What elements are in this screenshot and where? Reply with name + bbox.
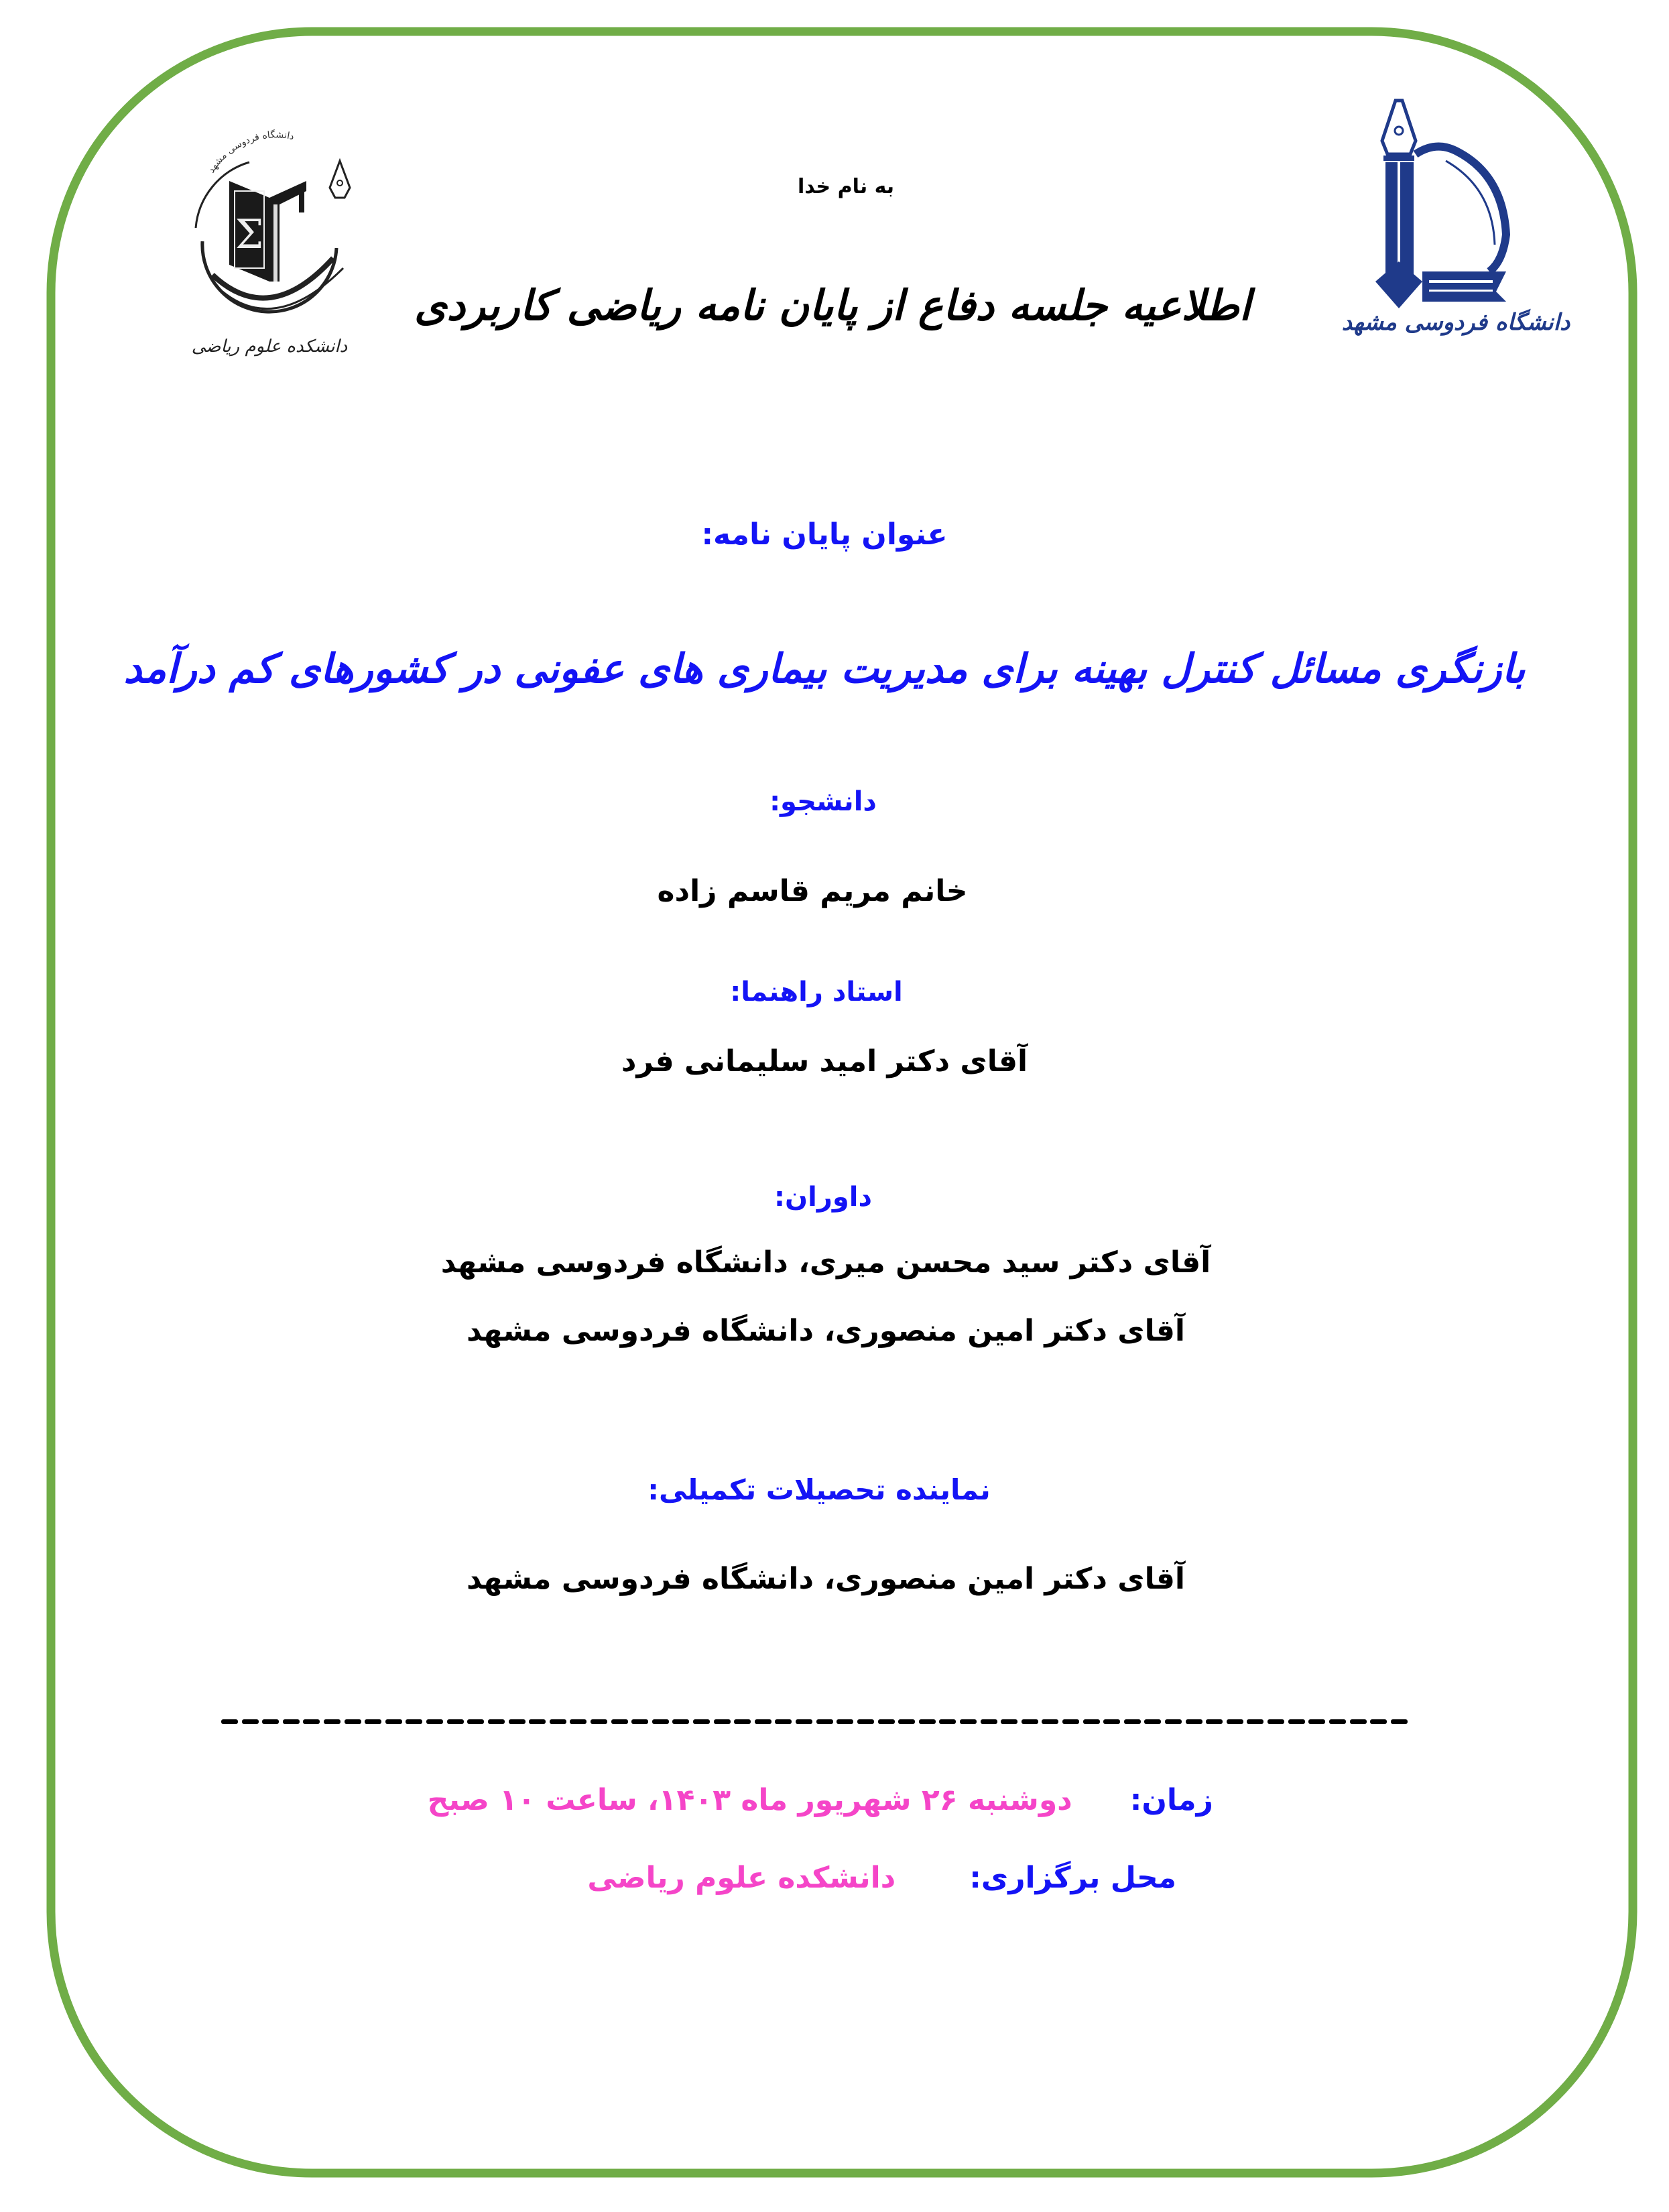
dash-segment xyxy=(960,1719,977,1724)
dash-segment xyxy=(816,1719,833,1724)
thesis-label: عنوان پایان نامه: xyxy=(701,517,948,552)
referee-item: آقای دکتر سید محسن میری، دانشگاه فردوسی مشهد xyxy=(440,1245,1211,1280)
faculty-logo-top-text: دانشگاه فردوسی مشهد xyxy=(206,129,296,176)
dashed-separator xyxy=(221,1719,1408,1725)
dash-segment xyxy=(283,1719,300,1724)
dash-segment xyxy=(529,1719,546,1724)
venue-value: دانشکده علوم ریاضی xyxy=(587,1861,896,1895)
dash-segment xyxy=(1308,1719,1325,1724)
dash-segment xyxy=(509,1719,526,1724)
faculty-logo-bottom-text: دانشکده علوم ریاضی xyxy=(191,336,348,357)
university-logo xyxy=(1341,101,1570,339)
dash-segment xyxy=(1042,1719,1058,1724)
dash-segment xyxy=(714,1719,731,1724)
dash-segment xyxy=(488,1719,505,1724)
advisor-label: استاد راهنما: xyxy=(730,977,903,1007)
dash-segment xyxy=(837,1719,853,1724)
dash-segment xyxy=(426,1719,443,1724)
referee-item: آقای دکتر امین منصوری، دانشگاه فردوسی مشهد xyxy=(467,1314,1185,1348)
dash-segment xyxy=(242,1719,259,1724)
university-logo-caption: دانشگاه فردوسی مشهد xyxy=(1341,309,1570,336)
dash-segment xyxy=(345,1719,361,1724)
dash-segment xyxy=(1247,1719,1263,1724)
book-sigma-icon xyxy=(176,114,363,369)
faculty-logo xyxy=(176,114,363,369)
dash-segment xyxy=(1227,1719,1243,1724)
dash-segment xyxy=(693,1719,710,1724)
advisor-name: آقای دکتر امید سلیمانی فرد xyxy=(621,1044,1028,1079)
dash-segment xyxy=(570,1719,586,1724)
dash-segment xyxy=(1206,1719,1223,1724)
dash-segment xyxy=(898,1719,915,1724)
thesis-title: بازنگری مسائل کنترل بهینه برای مدیریت بیماری های عفونی در کشورهای کم درآمد xyxy=(123,646,1526,692)
dash-segment xyxy=(365,1719,381,1724)
dash-segment xyxy=(1083,1719,1100,1724)
dash-segment xyxy=(981,1719,997,1724)
venue-row xyxy=(587,1863,1176,1893)
dash-segment xyxy=(591,1719,607,1724)
dash-segment xyxy=(221,1719,238,1724)
student-label: دانشجو: xyxy=(769,786,877,817)
dash-segment xyxy=(1124,1719,1141,1724)
dash-segment xyxy=(755,1719,771,1724)
dash-segment xyxy=(775,1719,792,1724)
dash-segment xyxy=(672,1719,689,1724)
referees-label: داوران: xyxy=(774,1182,872,1213)
dash-segment xyxy=(303,1719,320,1724)
dash-segment xyxy=(1062,1719,1079,1724)
dash-segment xyxy=(611,1719,628,1724)
svg-text:Σ: Σ xyxy=(235,211,264,258)
student-name: خانم مریم قاسم زاده xyxy=(657,874,968,908)
time-label: زمان: xyxy=(1129,1783,1213,1817)
dash-segment xyxy=(857,1719,874,1724)
venue-label: محل برگزاری: xyxy=(969,1861,1176,1895)
svg-text:دانشگاه فردوسی مشهد xyxy=(206,129,295,175)
graduate-rep-label: نماینده تحصیلات تکمیلی: xyxy=(647,1473,991,1506)
announcement-title: اطلاعیه جلسه دفاع از پایان نامه ریاضی کاربردی xyxy=(414,281,1251,330)
invocation: به نام خدا xyxy=(797,175,895,198)
dash-segment xyxy=(1288,1719,1305,1724)
dash-segment xyxy=(652,1719,669,1724)
time-row xyxy=(427,1783,1213,1817)
dash-segment xyxy=(939,1719,956,1724)
dash-segment xyxy=(447,1719,464,1724)
dash-segment xyxy=(324,1719,341,1724)
dash-segment xyxy=(262,1719,279,1724)
dash-segment xyxy=(385,1719,402,1724)
dash-segment xyxy=(1329,1719,1346,1724)
dash-segment xyxy=(406,1719,422,1724)
time-value: دوشنبه ۲۶ شهریور ماه ۱۴۰۳، ساعت ۱۰ صبح xyxy=(427,1783,1072,1817)
dash-segment xyxy=(467,1719,484,1724)
dash-segment xyxy=(1268,1719,1284,1724)
dash-segment xyxy=(878,1719,895,1724)
dash-segment xyxy=(1186,1719,1202,1724)
dash-segment xyxy=(631,1719,648,1724)
dash-segment xyxy=(550,1719,566,1724)
dash-segment xyxy=(1165,1719,1182,1724)
pen-dome-icon xyxy=(1341,101,1570,339)
dash-segment xyxy=(734,1719,751,1724)
dash-segment xyxy=(796,1719,812,1724)
graduate-rep-name: آقای دکتر امین منصوری، دانشگاه فردوسی مشهد xyxy=(467,1562,1185,1596)
dash-segment xyxy=(1370,1719,1387,1724)
dash-segment xyxy=(1001,1719,1017,1724)
dash-segment xyxy=(1103,1719,1120,1724)
dash-segment xyxy=(919,1719,936,1724)
dash-segment xyxy=(1144,1719,1161,1724)
dash-segment xyxy=(1391,1719,1408,1724)
dash-segment xyxy=(1350,1719,1367,1724)
dash-segment xyxy=(1022,1719,1038,1724)
